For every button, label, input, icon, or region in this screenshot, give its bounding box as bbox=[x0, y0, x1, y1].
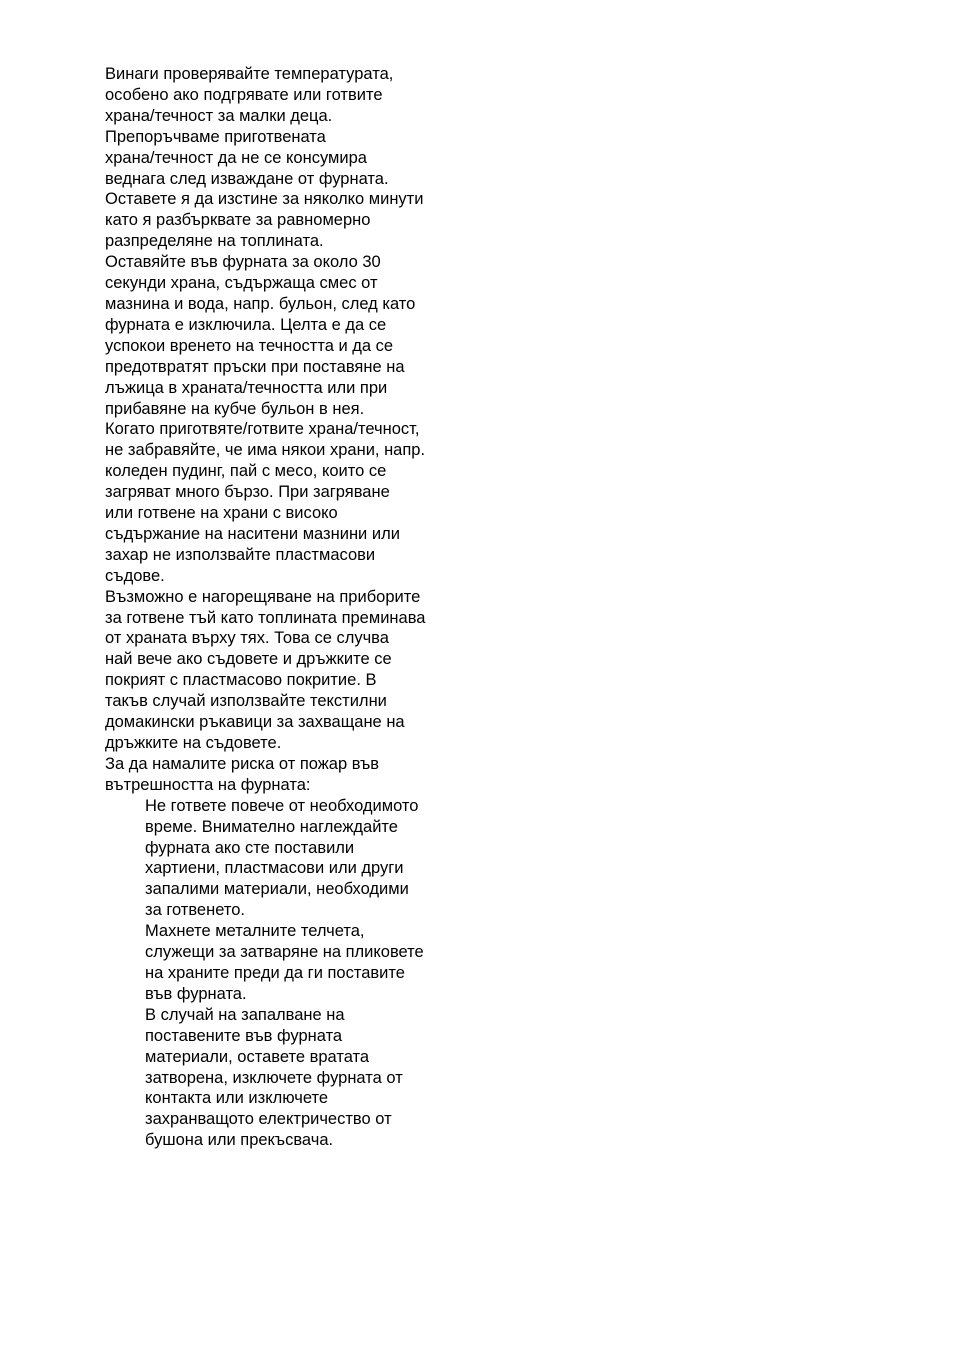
list-item-cooking-time: Не гответе повече от необходимото време. Внимателно наглеждайте фурната ако сте поставили хартиени, пластмасови или други запалими материали, необходими за готвенето. bbox=[145, 796, 419, 920]
paragraph-fast-heating-foods: Когато приготвяте/готвите храна/течност, не забравяйте, че има някои храни, напр. коледен пудинг, пай с месо, които се загряват много бързо. При загряване или готвене на храни с високо съдържание на наситени мазнини или захар не използвайте пластмасови съдове. bbox=[105, 420, 426, 585]
paragraph-temperature-check: Винаги проверявайте температурата, особено ако подгрявате или готвите храна/течност за малки деца. Препоръчваме приготвената храна/течност да не се консумира веднага след изваждане от фурната. Оставете я да изстине за няколко минути като я разбърквате за равномерно разпределяне на топлината. bbox=[105, 65, 424, 251]
list-item-fire-response: В случай на запалване на поставените във фурната материали, оставете вратата затворена, изключете фурната от контакта или изключете захранващото електричество от бушона или прекъсвача. bbox=[145, 1005, 403, 1150]
paragraph-hot-utensils: Възможно е нагорещяване на приборите за готвене тъй като топлината преминава от храната върху тях. Това се случва най вече ако съдовете и дръжките се покрият с пластмасово покритие. В такъв случай използвайте текстилни домакински ръкавици за захващане на дръжките на съдовете. bbox=[105, 587, 426, 752]
document-body bbox=[105, 64, 485, 1151]
list-item-metal-ties: Махнете металните телчета, служещи за затваряне на пликовете на храните преди да ги поставите във фурната. bbox=[145, 922, 424, 1003]
paragraph-fire-risk-intro: За да намалите риска от пожар във вътрешността на фурната: bbox=[105, 754, 380, 794]
paragraph-broth-standing-time: Оставяйте във фурната за около 30 секунди храна, съдържаща смес от мазнина и вода, напр. бульон, след като фурната е изключила. Целта е да се успокои вренето на течността и да се предотвратят пръски при поставяне на лъжица в храната/течността или при прибавяне на кубче бульон в нея. bbox=[105, 253, 416, 418]
